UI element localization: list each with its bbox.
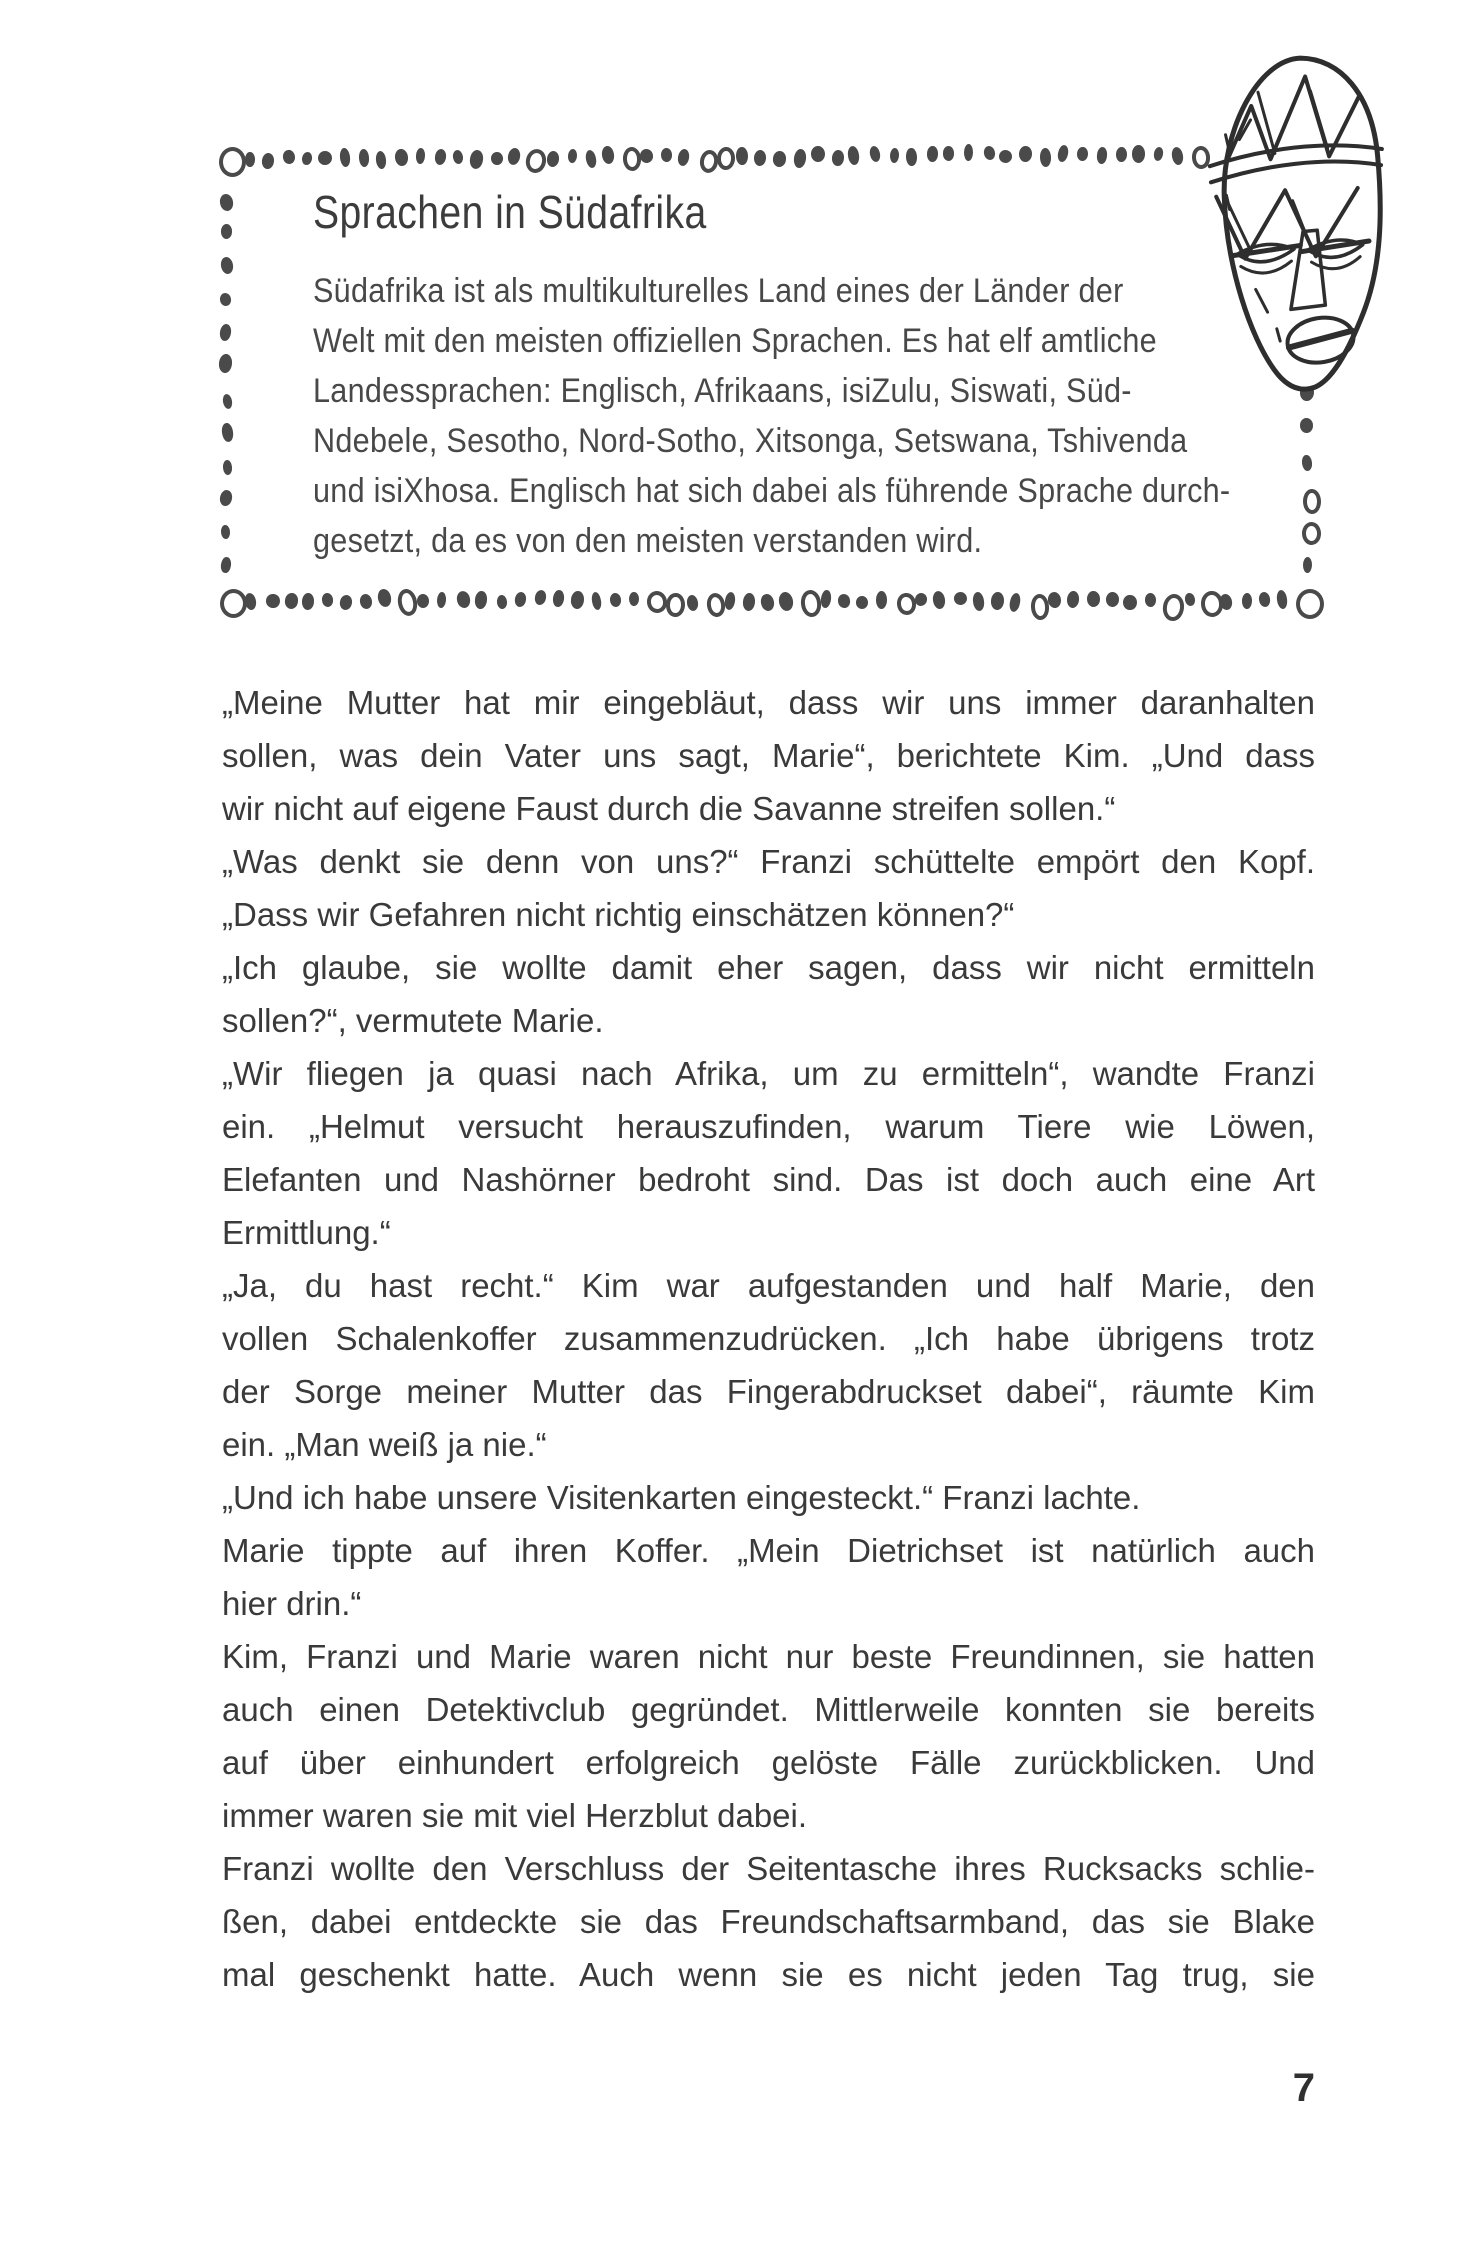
border-dot (1008, 592, 1022, 612)
border-dot (868, 145, 881, 163)
border-dot (468, 149, 484, 170)
border-dot (302, 593, 315, 610)
border-dot (321, 592, 333, 607)
border-dot (810, 145, 825, 162)
border-dot (546, 151, 560, 168)
text-line: Elefanten und Nashörner bedroht sind. Das ist doch auch eine Art (222, 1161, 1315, 1198)
border-dot (932, 590, 947, 610)
border-dot (219, 147, 246, 177)
border-dot (972, 592, 985, 612)
border-dot (1296, 589, 1324, 619)
border-dot (533, 589, 546, 606)
border-dot (1096, 147, 1108, 164)
border-dot (496, 595, 507, 610)
border-dot (1066, 591, 1080, 609)
infobox-text-line: gesetzt, da es von den meisten verstanden wird. (313, 522, 983, 560)
border-dot (742, 592, 755, 611)
border-dot (847, 145, 861, 165)
infobox-title: Sprachen in Südafrika (313, 186, 707, 238)
border-dot (358, 148, 369, 166)
border-dot (218, 354, 233, 374)
border-dot (772, 150, 787, 167)
border-dot (318, 151, 332, 165)
border-dot (1056, 144, 1069, 163)
text-line: „Wir fliegen ja quasi nach Afrika, um zu ermitteln“, wandte Franzi (222, 1055, 1315, 1092)
border-dot (434, 148, 447, 165)
border-dot (222, 460, 232, 475)
border-dot (1087, 591, 1101, 607)
border-dot (990, 591, 1004, 610)
text-line: Marie tippte auf ihren Koffer. „Mein Dietrichset ist natürlich auch (222, 1532, 1315, 1569)
border-dot (1276, 590, 1289, 610)
border-dot (219, 323, 233, 342)
border-dot (514, 591, 527, 607)
border-dot (219, 292, 232, 307)
text-line: vollen Schalenkoffer zusammenzudrücken. „Ich habe übrigens trotz (222, 1320, 1315, 1357)
text-line: mal geschenkt hatte. Auch wenn sie es nicht jeden Tag trug, sie (222, 1956, 1315, 1993)
border-dot (591, 591, 603, 610)
border-dot (927, 146, 938, 162)
border-dot (284, 592, 299, 609)
text-line: immer waren sie mit viel Herzblut dabei. (222, 1797, 808, 1834)
border-dot (665, 592, 685, 617)
border-dot (837, 593, 851, 608)
border-dot (1131, 145, 1144, 163)
border-dot (661, 148, 672, 162)
border-dot (301, 151, 313, 166)
border-dot (964, 144, 974, 162)
border-dot (1171, 146, 1185, 166)
border-dot (760, 593, 776, 612)
border-dot (568, 149, 578, 164)
border-dot (455, 590, 472, 609)
border-dot (999, 149, 1013, 163)
text-line: „Ja, du hast recht.“ Kim war aufgestanden und half Marie, den (222, 1267, 1315, 1304)
border-dot (220, 589, 247, 618)
border-dot (876, 590, 887, 608)
border-dot (1040, 147, 1052, 166)
text-line: sollen?“, vermutete Marie. (222, 1002, 604, 1039)
text-line: Franzi wollte den Verschluss der Seitentasche ihres Rucksacks schlie- (222, 1850, 1315, 1887)
text-line: „Meine Mutter hat mir eingebläut, dass wir uns immer daranhalten (222, 684, 1315, 721)
border-dot (394, 149, 409, 167)
border-dot (221, 224, 233, 239)
border-dot (339, 147, 351, 167)
text-line: „Dass wir Gefahren nicht richtig einschätzen können?“ (222, 896, 1015, 933)
border-dot (396, 588, 419, 618)
border-dot (221, 422, 234, 442)
page-number: 7 (1292, 2066, 1315, 2110)
border-dot (753, 150, 766, 167)
border-dot (417, 594, 429, 608)
border-dot (1301, 455, 1312, 472)
text-line: ein. „Man weiß ja nie.“ (222, 1426, 547, 1463)
border-dot (1076, 147, 1087, 162)
infobox-text-line: Welt mit den meisten offiziellen Sprachen. Es hat elf amtliche (313, 322, 1157, 360)
border-dot (1018, 145, 1032, 162)
border-dot (552, 590, 565, 608)
border-dot (1241, 593, 1251, 609)
border-dot (219, 193, 235, 212)
border-dot (220, 256, 235, 275)
african-mask-icon (1189, 45, 1400, 417)
border-dot (645, 590, 668, 615)
border-dot (221, 394, 233, 410)
border-dot (1300, 418, 1313, 433)
text-line: Kim, Franzi und Marie waren nicht nur beste Freundinnen, sie hatten (222, 1638, 1315, 1675)
border-dot (221, 525, 231, 540)
border-dot (570, 590, 585, 609)
border-dot (474, 590, 487, 609)
border-dot (339, 594, 354, 611)
border-dot (1303, 557, 1312, 573)
border-dot (415, 148, 425, 164)
text-line: ein. „Helmut versucht herauszufinden, warum Tiere wie Löwen, (222, 1108, 1315, 1145)
infobox-text-line: Landessprachen: Englisch, Afrikaans, isiZulu, Siswati, Süd- (313, 372, 1132, 410)
infobox-text-line: Ndebele, Sesotho, Nord-Sotho, Xitsonga, Setswana, Tshivenda (313, 422, 1188, 460)
border-dot (792, 148, 806, 168)
border-dot (890, 148, 900, 164)
border-dot (490, 151, 503, 165)
border-dot (506, 147, 521, 166)
border-dot (705, 591, 727, 617)
infobox-text-line: Südafrika ist als multikulturelles Land eines der Länder der (313, 272, 1124, 310)
border-dot (1258, 592, 1271, 608)
border-dot (1123, 594, 1137, 610)
infobox-text (313, 266, 1230, 566)
border-dot (943, 146, 954, 161)
border-dot (716, 147, 735, 171)
text-line: hier drin.“ (222, 1585, 362, 1622)
border-dot (906, 147, 917, 166)
border-dot (265, 594, 279, 609)
border-dot (584, 149, 597, 169)
border-dot (1153, 146, 1165, 161)
border-dot (856, 595, 869, 609)
border-dot (524, 147, 548, 174)
border-dot (686, 594, 699, 611)
border-dot (777, 591, 794, 612)
border-dot (601, 145, 615, 165)
border-dot (1184, 592, 1196, 607)
border-dot (1105, 592, 1118, 607)
border-dot (245, 152, 255, 167)
text-line: „Ich glaube, sie wollte damit eher sagen, dass wir nicht ermitteln (222, 949, 1315, 986)
border-dot (609, 593, 621, 608)
text-line: auch einen Detektivclub gegründet. Mittlerweile konnten sie bereits (222, 1691, 1315, 1728)
border-dot (1303, 489, 1321, 515)
border-dot (677, 148, 691, 167)
border-dot (282, 149, 295, 165)
border-dot (639, 148, 655, 164)
border-dot (982, 145, 996, 161)
body-text (222, 676, 1315, 2001)
border-dot (1047, 591, 1063, 609)
border-dot (218, 489, 232, 507)
border-dot (896, 592, 917, 616)
border-dot (736, 146, 748, 165)
border-dot (452, 150, 464, 166)
border-dot (1116, 147, 1127, 162)
border-dot (220, 557, 231, 574)
text-line: wir nicht auf eigene Faust durch die Savanne streifen sollen.“ (222, 790, 1116, 827)
border-dot (437, 592, 447, 609)
border-dot (820, 589, 832, 608)
text-line: „Und ich habe unsere Visitenkarten eingesteckt.“ Franzi lachte. (222, 1479, 1141, 1516)
text-line: sollen, was dein Vater uns sagt, Marie“, berichtete Kim. „Und dass (222, 737, 1315, 774)
text-line: „Was denkt sie denn von uns?“ Franzi schüttelte empört den Kopf. (222, 843, 1315, 880)
border-dot (1161, 592, 1185, 621)
border-dot (953, 591, 968, 606)
border-dot (799, 589, 822, 618)
border-dot (622, 146, 642, 171)
border-dot (261, 152, 275, 169)
border-dot (1302, 521, 1321, 544)
border-dot (377, 587, 393, 607)
text-line: auf über einhundert erfolgreich gelöste Fälle zurückblicken. Und (222, 1744, 1315, 1781)
text-line: ßen, dabei entdeckte sie das Freundschaftsarmband, das sie Blake (222, 1903, 1315, 1940)
border-dot (359, 593, 374, 610)
border-dot (831, 149, 844, 166)
border-dot (629, 592, 639, 606)
border-dot (724, 592, 737, 611)
infobox-text-line: und isiXhosa. Englisch hat sich dabei als führende Sprache durch- (313, 472, 1231, 510)
border-dot (1145, 592, 1157, 606)
border-dot (375, 151, 387, 170)
text-line: der Sorge meiner Mutter das Fingerabdruckset dabei“, räumte Kim (222, 1373, 1315, 1410)
text-line: Ermittlung.“ (222, 1214, 391, 1251)
